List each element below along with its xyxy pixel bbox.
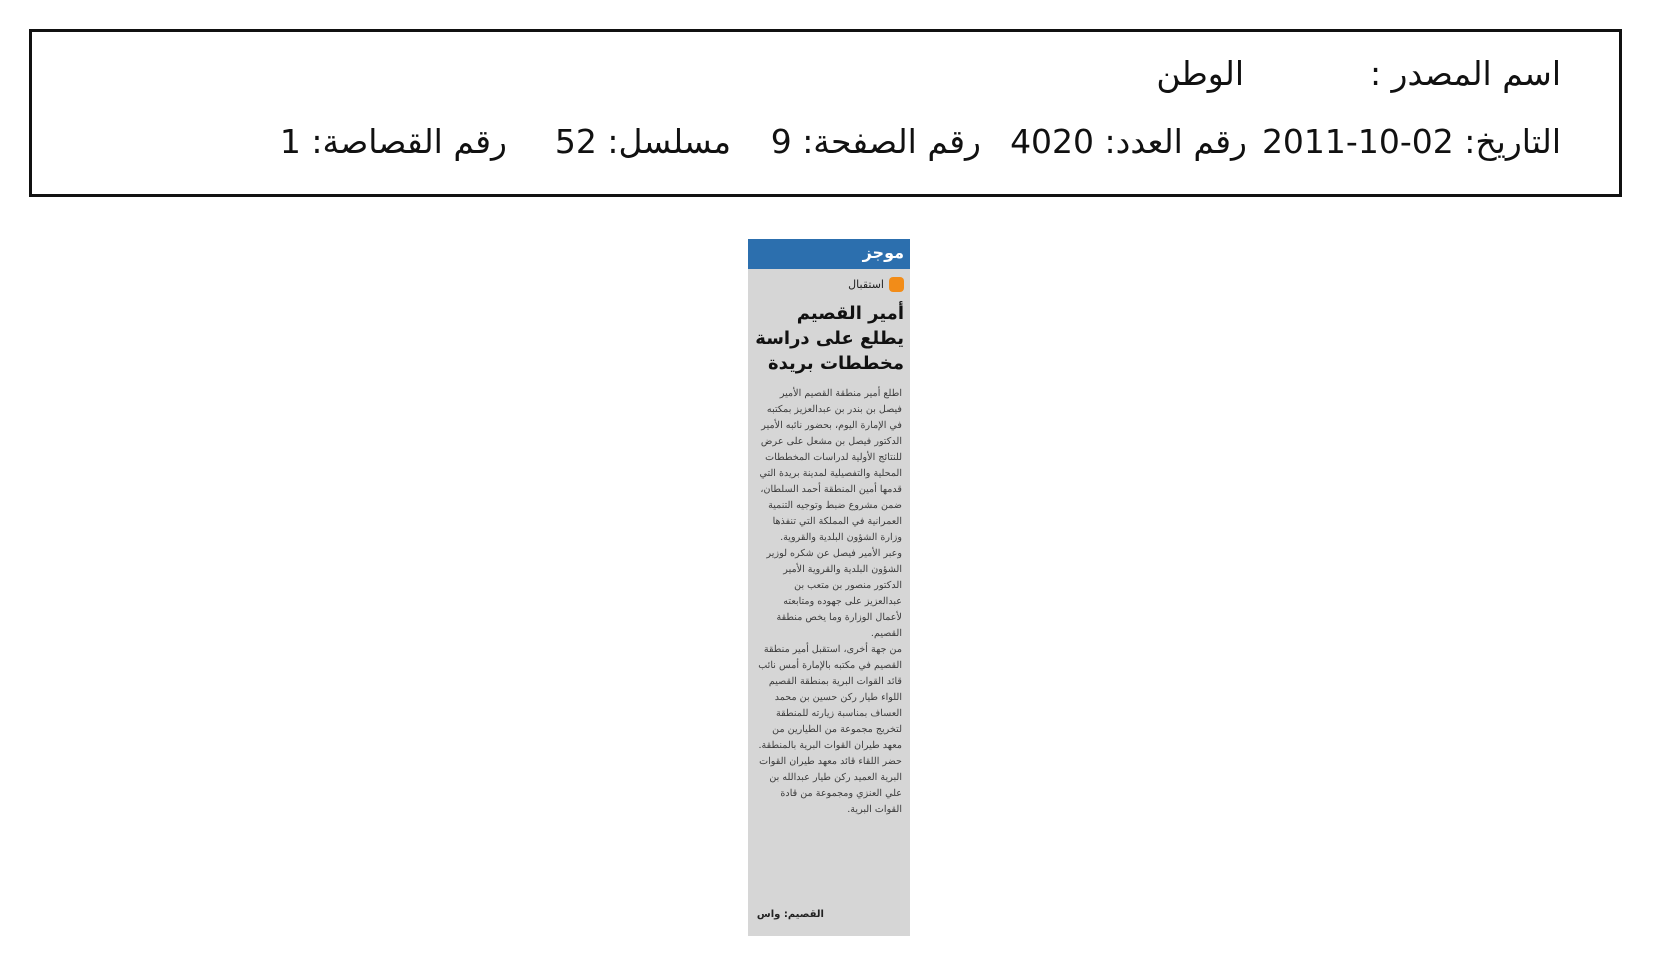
- date-value: 2011-10-02: [1261, 122, 1454, 161]
- issue-field: [1010, 122, 1247, 162]
- serial-value: 52: [554, 122, 597, 161]
- article-paragraph: من جهة أخرى، استقبل أمير منطقة القصيم في مكتبه بالإمارة أمس نائب قائد القوات البرية بمنطقة القصيم اللواء طيار ركن حسين بن محمد العساف بمناسبة زيارته للمنطقة لتخريج مجموعة من الطيارين من معهد طيران القوات البرية بالمنطقة.: [758, 644, 902, 751]
- article-body: [756, 386, 902, 818]
- source-value: الوطن: [1156, 54, 1244, 93]
- article-paragraph: وعبر الأمير فيصل عن شكره لوزير الشؤون البلدية والقروية الأمير الدكتور منصور بن متعب بن عبدالعزيز على جهوده ومتابعته لأعمال الوزارة وما يخص منطقة القصيم.: [766, 548, 902, 639]
- page-value: 9: [770, 122, 792, 161]
- issue-value: 4020: [1010, 122, 1095, 161]
- section-band: [748, 239, 910, 269]
- kicker: [848, 277, 904, 292]
- date-field: [1262, 122, 1561, 162]
- page-field: [771, 122, 981, 162]
- kicker-label: استقبال: [848, 278, 884, 291]
- article-paragraph: حضر اللقاء قائد معهد طيران القوات البرية العميد ركن طيار عبدالله بن علي العنزي ومجموعة من قادة القوات البرية.: [759, 756, 902, 815]
- clip-number-label: رقم القصاصة:: [311, 122, 507, 161]
- news-clipping: [748, 239, 910, 936]
- serial-label: مسلسل:: [607, 122, 731, 161]
- page-label: رقم الصفحة:: [802, 122, 981, 161]
- article-headline: أمير القصيم يطلع على دراسة مخططات بريدة: [755, 303, 904, 374]
- article-dateline: القصيم: واس: [756, 909, 824, 920]
- source-info-box: [29, 29, 1622, 197]
- section-label: موجز: [862, 243, 904, 262]
- kicker-bullet-icon: [889, 277, 904, 292]
- article-paragraph: اطلع أمير منطقة القصيم الأمير فيصل بن بندر بن عبدالعزيز بمكتبه في الإمارة اليوم، بحضور نائبه الأمير الدكتور فيصل بن مشعل على عرض للنتائج الأولية لدراسات المخططات المحلية والتفصيلية لمدينة بريدة التي قدمها أمين المنطقة أحمد السلطان، ضمن مشروع ضبط وتوجيه التنمية العمرانية في المملكة التي تنفذها وزارة الشؤون البلدية والقروية.: [759, 388, 902, 543]
- clip-number-value: 1: [279, 122, 301, 161]
- issue-label: رقم العدد:: [1104, 122, 1247, 161]
- source-label: اسم المصدر :: [1369, 54, 1561, 93]
- clip-number-field: [280, 122, 507, 162]
- date-label: التاريخ:: [1464, 122, 1561, 161]
- serial-field: [555, 122, 731, 162]
